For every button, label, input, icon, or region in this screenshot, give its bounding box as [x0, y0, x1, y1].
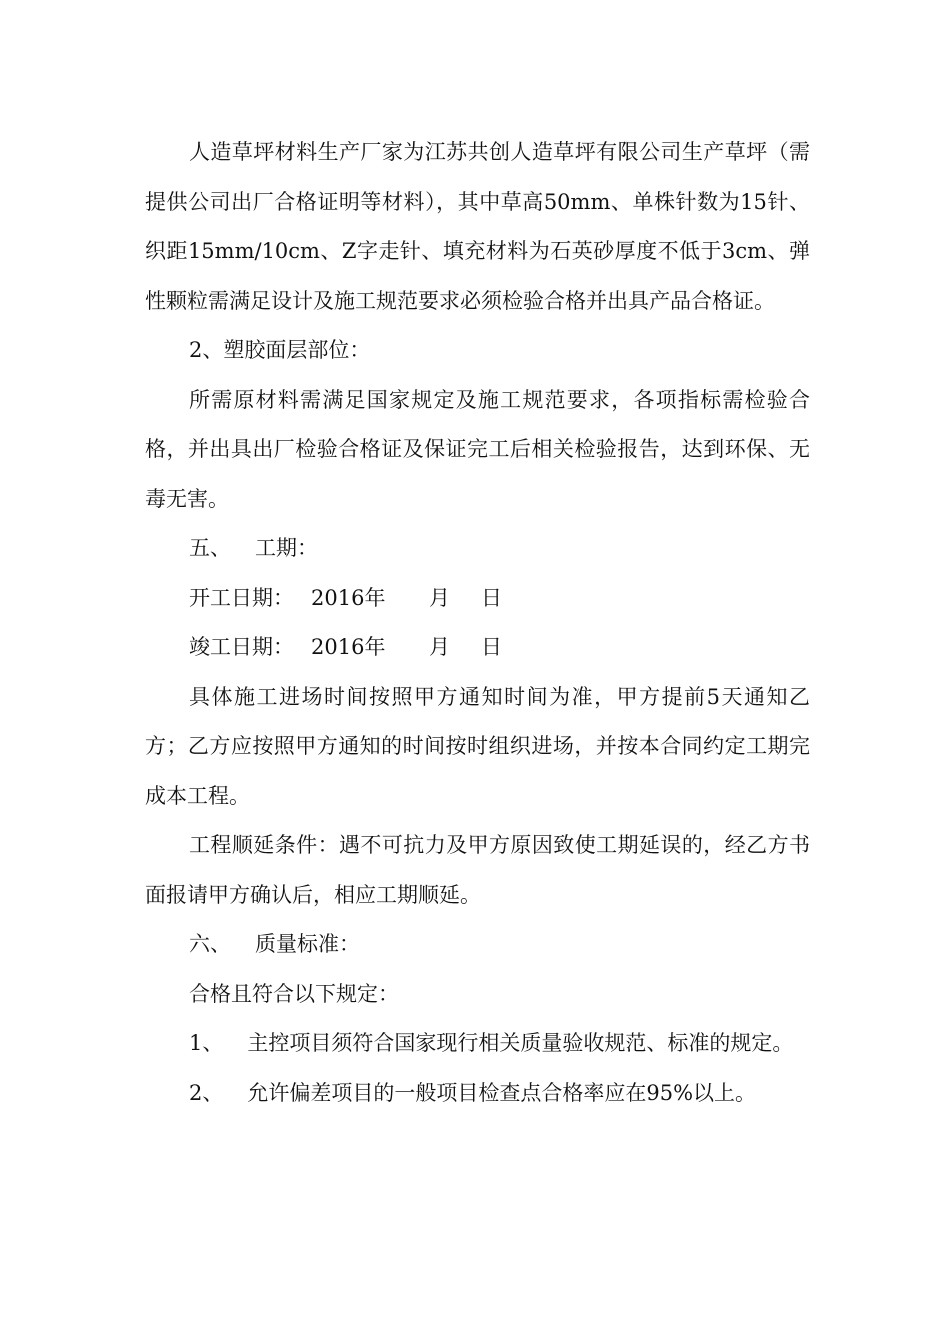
start-date-year: 2016年: [311, 585, 386, 610]
end-date-month: 月: [429, 635, 450, 659]
paragraph-turf-materials: 人造草坪材料生产厂家为江苏共创人造草坪有限公司生产草坪（需提供公司出厂合格证明等材料），其中草高50mm、单株针数为15针、织距15mm/10cm、Z字走针、填充材料为石英砂厚度不低于3cm、弹性颗粒需满足设计及施工规范要求必须检验合格并出具产品合格证。: [145, 140, 810, 313]
end-date-line: [145, 623, 810, 673]
section-heading-quality: [145, 920, 810, 970]
end-date-year: 2016年: [311, 635, 386, 659]
list-item-text: 主控项目须符合国家现行相关质量验收规范、标准的规定。: [247, 1031, 794, 1055]
end-date-label: 竣工日期：: [189, 635, 294, 659]
list-item-tolerance: [145, 1069, 810, 1119]
paragraph-plastic-surface-heading: 2、塑胶面层部位：: [189, 338, 371, 362]
start-date-month: 月: [429, 585, 450, 610]
list-item-number: 1、: [189, 1031, 224, 1055]
section-number: 六、: [189, 932, 231, 956]
paragraph-entry-timing: 具体施工进场时间按照甲方通知时间为准，甲方提前5天通知乙方；乙方应按照甲方通知的时间按时组织进场，并按本合同约定工期完成本工程。: [145, 684, 810, 808]
section-title: 工期：: [255, 536, 318, 560]
list-item-main-control: [145, 1019, 810, 1069]
start-date-line: [145, 574, 810, 624]
list-item-number: 2、: [189, 1080, 224, 1105]
section-title: 质量标准：: [255, 932, 360, 956]
list-item-text: 允许偏差项目的一般项目检查点合格率应在95%以上。: [247, 1080, 757, 1105]
end-date-day: 日: [481, 635, 502, 659]
paragraph-plastic-surface-requirements: 所需原材料需满足国家规定及施工规范要求，各项指标需检验合格，并出具出厂检验合格证及保证完工后相关检验报告，达到环保、无毒无害。: [145, 387, 810, 511]
start-date-label: 开工日期：: [189, 585, 294, 610]
document-body: [145, 128, 810, 1118]
paragraph-extension-conditions: 工程顺延条件：遇不可抗力及甲方原因致使工期延误的，经乙方书面报请甲方确认后，相应工期顺延。: [145, 833, 810, 907]
section-heading-schedule: [145, 524, 810, 574]
section-number: 五、: [189, 536, 231, 560]
paragraph-quality-intro: 合格且符合以下规定：: [189, 981, 399, 1006]
start-date-day: 日: [481, 585, 502, 610]
